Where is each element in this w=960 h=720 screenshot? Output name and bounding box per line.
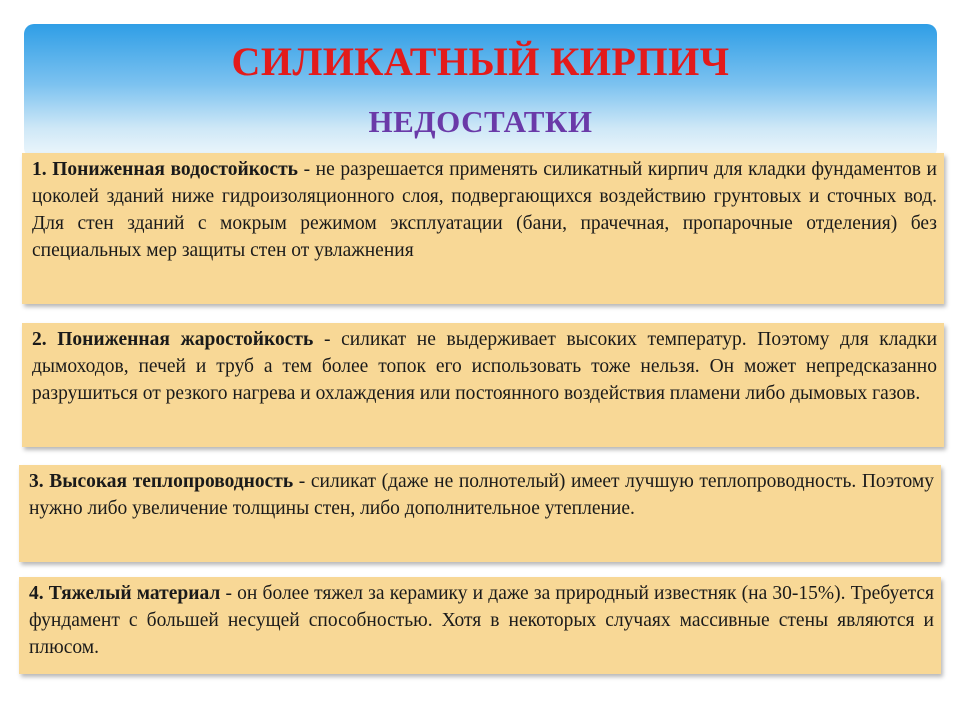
slide-title: СИЛИКАТНЫЙ КИРПИЧ <box>231 39 730 84</box>
slide-subtitle: НЕДОСТАТКИ <box>368 104 593 139</box>
disadvantage-text: - силикат не выдерживает высоких температур. Поэтому для кладки дымоходов, печей и труб а тем более топок его использовать тоже нельзя. Он может непредсказанно разрушиться от резкого нагрева и охлаждения или постоянного воздействия пламени либо дымовых газов. <box>32 329 937 404</box>
disadvantage-text: - силикат (даже не полнотелый) имеет лучшую теплопроводность. Поэтому нужно либо увеличение толщины стен, либо дополнительное утепление. <box>29 471 934 519</box>
disadvantage-heading: 4. Тяжелый материал <box>29 583 221 604</box>
disadvantage-heading: 1. Пониженная водостойкость <box>32 159 298 180</box>
disadvantage-card-1 <box>22 153 944 304</box>
disadvantage-card-4 <box>19 577 941 674</box>
disadvantage-text: - не разрешается применять силикатный кирпич для кладки фундаментов и цоколей зданий ниже гидроизоляционного слоя, подвергающихся воздействию грунтовых и сточных вод. Для стен зданий с мокрым режимом эксплуатации (бани, прачечная, пропарочные отделения) без специальных мер защиты стен от увлажнения <box>32 159 937 261</box>
disadvantage-card-2 <box>22 323 944 447</box>
disadvantage-card-3 <box>19 465 941 562</box>
disadvantage-text: - он более тяжел за керамику и даже за природный известняк (на 30-15%). Требуется фундамент с большей несущей способностью. Хотя в некоторых случаях массивные стены являются и плюсом. <box>29 583 934 658</box>
disadvantage-heading: 2. Пониженная жаростойкость <box>32 329 314 350</box>
disadvantage-heading: 3. Высокая теплопроводность <box>29 471 294 492</box>
